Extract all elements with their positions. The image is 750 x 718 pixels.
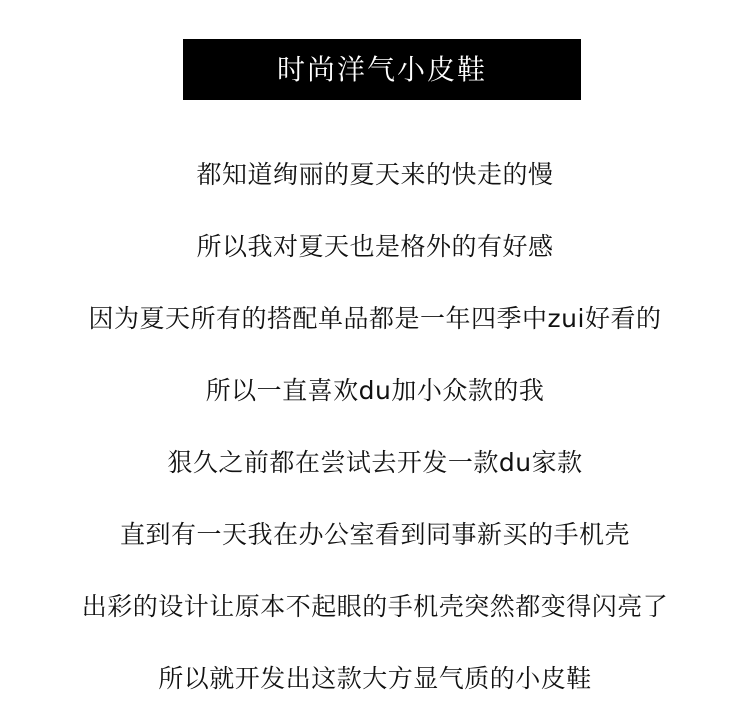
banner-title: 时尚洋气小皮鞋 bbox=[276, 52, 487, 86]
text-line-6: 直到有一天我在办公室看到同事新买的手机壳 bbox=[119, 520, 630, 549]
text-line-3: 因为夏天所有的搭配单品都是一年四季中zui好看的 bbox=[88, 304, 662, 333]
text-line-7: 出彩的设计让原本不起眼的手机壳突然都变得闪亮了 bbox=[81, 592, 669, 621]
text-line-4: 所以一直喜欢du加小众款的我 bbox=[205, 376, 545, 405]
text-line-8: 所以就开发出这款大方显气质的小皮鞋 bbox=[158, 664, 592, 693]
text-line-1: 都知道绚丽的夏天来的快走的慢 bbox=[196, 160, 554, 189]
text-line-5: 狠久之前都在尝试去开发一款du家款 bbox=[167, 448, 583, 477]
text-line-2: 所以我对夏天也是格外的有好感 bbox=[196, 232, 554, 261]
